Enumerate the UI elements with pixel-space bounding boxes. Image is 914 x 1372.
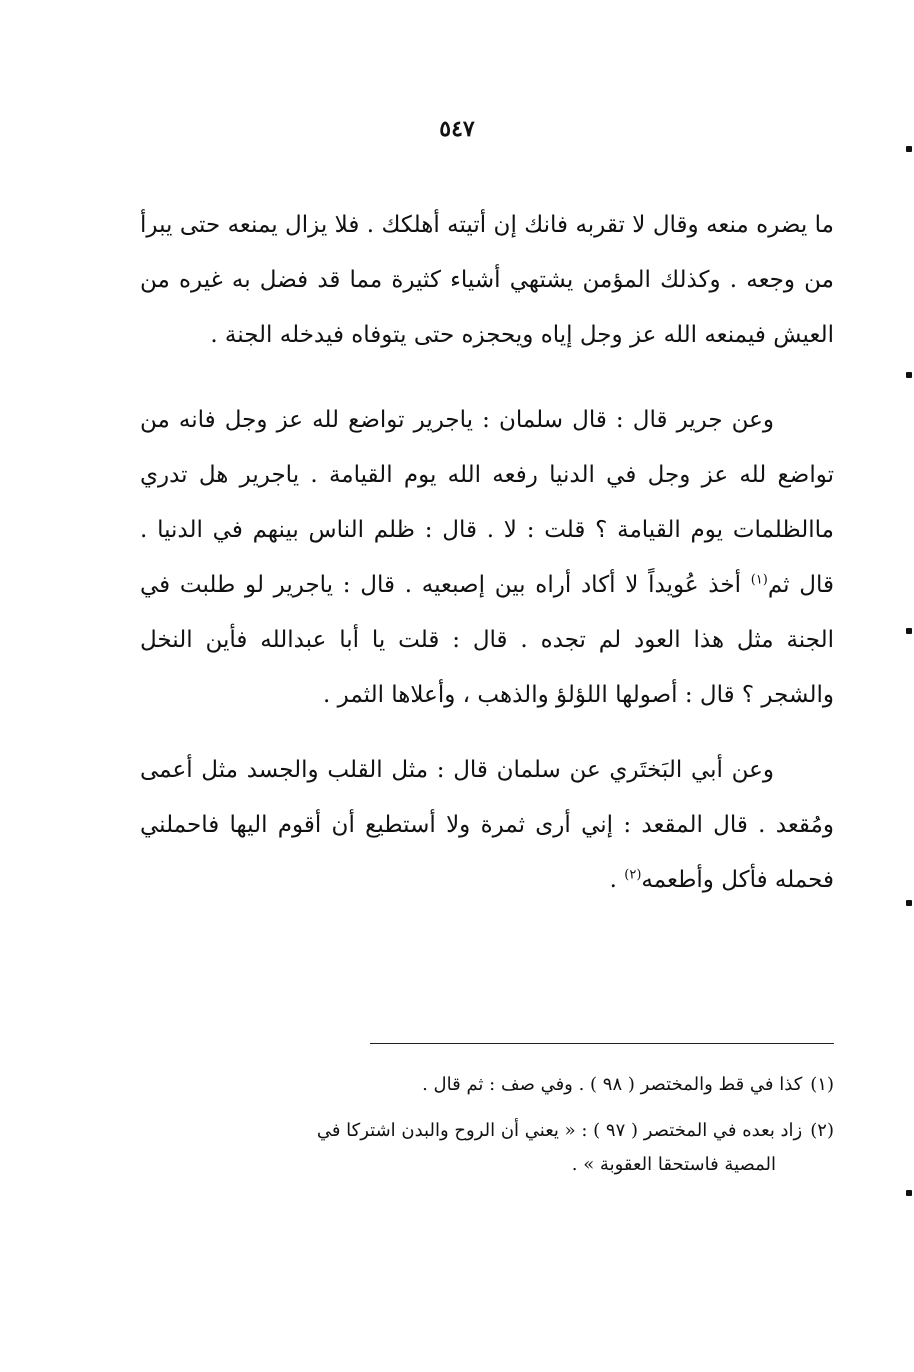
footnote-1 xyxy=(140,1068,834,1102)
page-number: ٥٤٧ xyxy=(439,116,475,142)
footnote-2 xyxy=(140,1114,834,1182)
margin-mark xyxy=(906,146,912,152)
paragraph-2-text-b: أخذ عُويداً لا أكاد أراه بين إصبعيه . قال : ياجرير لو طلبت في الجنة مثل هذا العود لم تجده . قال : قلت يا أبا عبدالله فأين النخل والشجر ؟ قال : أصولها اللؤلؤ والذهب ، وأعلاها الثمر . xyxy=(140,572,834,708)
paragraph-3-end: . xyxy=(609,867,617,893)
margin-mark xyxy=(906,372,912,378)
footnotes xyxy=(140,1068,834,1194)
footnote-separator xyxy=(370,1043,834,1044)
footnote-ref-2[interactable]: (٢) xyxy=(624,867,642,883)
footnote-1-number: (١) xyxy=(810,1074,834,1095)
footnote-1-text: كذا في قط والمختصر ( ٩٨ ) . وفي صف : ثم قال . xyxy=(422,1074,803,1095)
footnote-2-number: (٢) xyxy=(810,1120,834,1141)
paragraph-1: ما يضره منعه وقال لا تقربه فانك إن أتيته أهلكك . فلا يزال يمنعه حتى يبرأ من وجعه . وكذلك المؤمن يشتهي أشياء كثيرة مما قد فضل به غيره من العيش فيمنعه الله عز وجل إياه ويحجزه حتى يتوفاه فيدخله الجنة . xyxy=(140,212,834,348)
footnote-ref-1[interactable]: (١) xyxy=(750,572,768,588)
footnote-2-continuation: المصية فاستحقا العقوبة » . xyxy=(571,1154,776,1175)
paragraph-3-text: وعن أبي البَختَري عن سلمان قال : مثل القلب والجسد مثل أعمى ومُقعد . قال المقعد : إني أرى ثمرة ولا أستطيع أن أقوم اليها فاحملني فحمله فأكل وأطعمه xyxy=(140,757,834,893)
main-text xyxy=(140,198,834,908)
footnote-2-text: زاد بعده في المختصر ( ٩٧ ) : « يعني أن الروح والبدن اشتركا في xyxy=(316,1120,803,1141)
margin-mark xyxy=(906,1190,912,1196)
paragraph-3 xyxy=(140,743,834,908)
paragraph-2 xyxy=(140,393,834,723)
margin-mark xyxy=(906,628,912,634)
paragraph-2-text-a: وعن جرير قال : قال سلمان : ياجرير تواضع لله عز وجل فانه من تواضع لله عز وجل في الدنيا رفعه الله يوم القيامة . ياجرير هل تدري ماالظلمات يوم القيامة ؟ قلت : لا . قال : ظلم الناس بينهم في الدنيا . قال ثم xyxy=(140,407,835,598)
margin-mark xyxy=(906,900,912,906)
